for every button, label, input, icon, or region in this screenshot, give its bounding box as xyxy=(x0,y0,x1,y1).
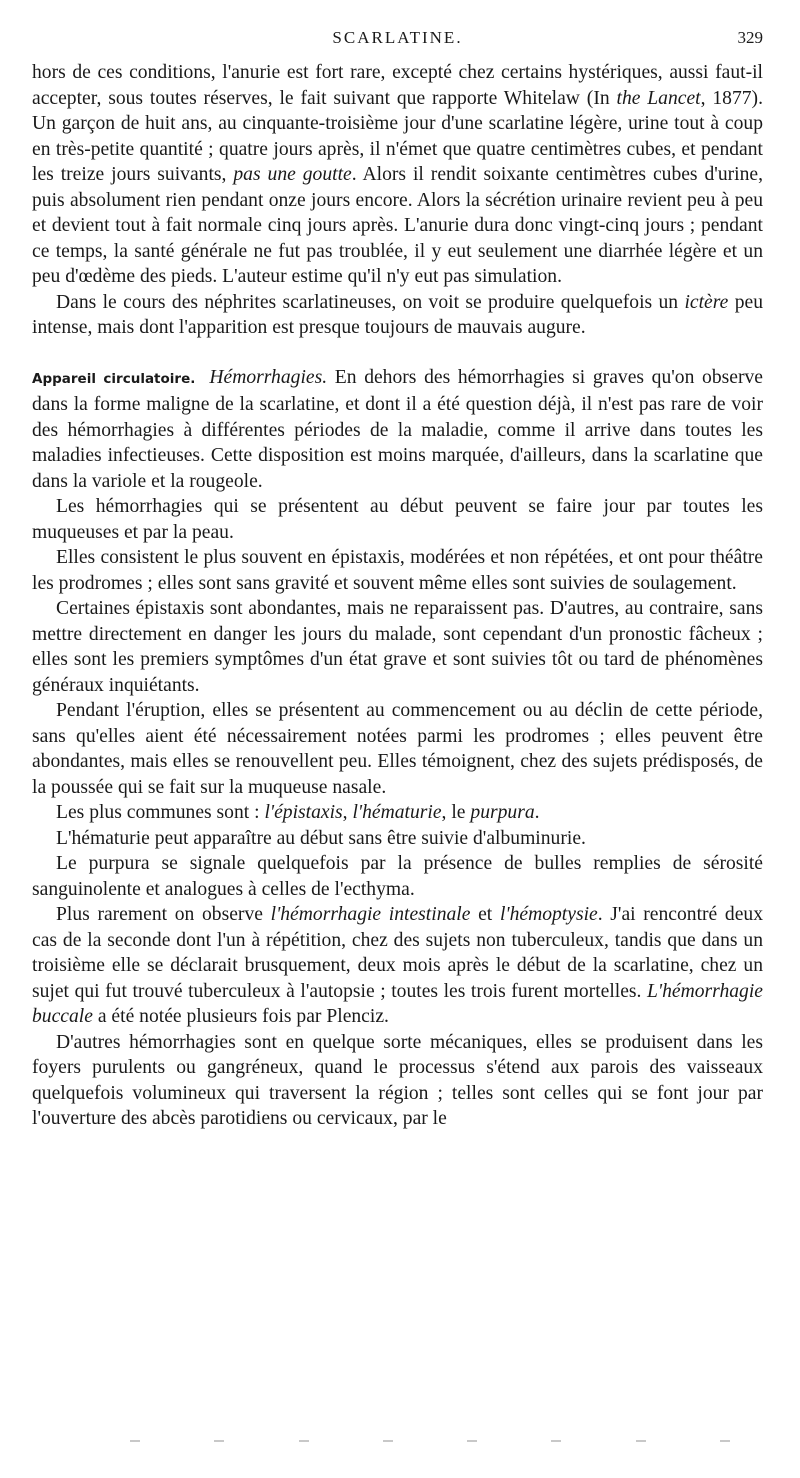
dash xyxy=(720,1440,730,1442)
section-heading: Appareil circulatoire. xyxy=(32,370,196,387)
page-number: 329 xyxy=(737,28,763,47)
paragraph-ictere: Dans le cours des néphrites scarlatineuses, on voit se produire quelquefois un ictère peu intense, mais dont l'apparition est presque toujours de mauvais augure. xyxy=(32,291,763,338)
dash xyxy=(214,1440,224,1442)
running-head xyxy=(32,28,763,60)
dash xyxy=(467,1440,477,1442)
dash xyxy=(299,1440,309,1442)
emphasis-ictere: ictère xyxy=(684,291,729,313)
running-title: SCARLATINE. xyxy=(332,28,463,47)
book-page xyxy=(32,0,763,1132)
paragraph: D'autres hémorrhagies sont en quelque sorte mécaniques, elles se produisent dans les foyers purulents ou gangréneux, quand le processus s'étend aux parois des vaisseaux quelquefois volumineux qui traversent la région ; telles sont celles qui se font jour par l'ouverture des abcès parotidiens ou cervicaux, par le xyxy=(32,1031,763,1129)
paragraph-hemorrhagies-intro: Appareil circulatoire. Hémorrhagies. En dehors des hémorrhagies si graves qu'on observe dans la forme maligne de la scarlatine, et dont il a été question déjà, il n'est pas rare de voir des hémorrhagies à différentes périodes de la maladie, comme il arrive dans toutes les maladies infectieuses. Cette disposition est moins marquée, d'ailleurs, dans la scarlatine que dans la variole et la rougeole. xyxy=(32,366,763,492)
emphasis-pas-une-goutte: pas une goutte xyxy=(233,164,352,185)
paragraph-rares: Plus rarement on observe l'hémorrhagie intestinale et l'hémoptysie. J'ai rencontré deux cas de la seconde dont l'un à répétition, chez des sujets non tuberculeux, tandis que dans un troisième elle se déclarait brusquement, deux mois après le début de la scarlatine, chez un sujet qui fut trouvé tuberculeux à l'autopsie ; toutes les trois furent mortelles. L'hémorrhagie buccale a été notée plusieurs fois par Plenciz. xyxy=(32,904,764,1027)
paragraph-anurie: hors de ces conditions, l'anurie est fort rare, excepté chez certains hystériques, aussi faut-il accepter, sous toutes réserves, le fait suivant que rapporte Whitelaw (In the Lancet, 1877). Un garçon de huit ans, au cinquante-troisième jour d'une scarlatine légère, urine tout à coup en très-petite quantité ; quatre jours après, il n'émet que quatre centimètres cubes, et pendant les treize jours suivants, pas une goutte. Alors il rendit soixante centimètres cubes d'urine, puis absolument rien pendant onze jours encore. Alors la sécrétion urinaire revient peu à peu et devient tout à fait normale cinq jours après. L'anurie dura donc vingt-cinq jours ; pendant ce temps, la santé générale ne fut pas troublée, il y eut seulement une diarrhée légère et un peu d'œdème des pieds. L'auteur estime qu'il n'y eut pas simulation. xyxy=(32,62,763,287)
paragraph: Pendant l'éruption, elles se présentent au commencement ou au déclin de cette période, sans qu'elles aient été nécessairement notées parmi les prodromes ; elles peuvent être abondantes, mais elles se renouvellent peu. Elles témoignent, chez des sujets prédisposés, de la poussée qui se fait sur la muqueuse nasale. xyxy=(32,700,763,798)
dash xyxy=(636,1440,646,1442)
dash xyxy=(130,1440,140,1442)
bottom-dash-marks xyxy=(130,1440,730,1444)
paragraph: Elles consistent le plus souvent en épistaxis, modérées et non répétées, et ont pour théâtre les prodromes ; elles sont sans gravité et souvent même elles sont suivies de soulagement. xyxy=(32,547,763,594)
source-title: the Lancet xyxy=(616,87,701,109)
paragraph: Le purpura se signale quelquefois par la présence de bulles remplies de sérosité sanguinolente et analogues à celles de l'ecthyma. xyxy=(32,853,763,900)
section-subheading: Hémorrhagies. xyxy=(209,366,328,388)
dash xyxy=(383,1440,393,1442)
paragraph: Les hémorrhagies qui se présentent au début peuvent se faire jour par toutes les muqueuses et par la peau. xyxy=(32,496,763,543)
paragraph-communes: Les plus communes sont : l'épistaxis, l'hématurie, le purpura. xyxy=(56,802,540,823)
dash xyxy=(551,1440,561,1442)
paragraph: L'hématurie peut apparaître au début sans être suivie d'albuminurie. xyxy=(56,827,586,849)
section-hemorrhagies xyxy=(32,365,763,1132)
paragraph: Certaines épistaxis sont abondantes, mais ne reparaissent pas. D'autres, au contraire, sans mettre directement en danger les jours du malade, sont cependant d'un pronostic fâcheux ; elles sont les premiers symptômes d'un état grave et sont suivies tôt ou tard de phénomènes généraux inquiétants. xyxy=(32,598,763,696)
body-text xyxy=(32,60,763,1132)
